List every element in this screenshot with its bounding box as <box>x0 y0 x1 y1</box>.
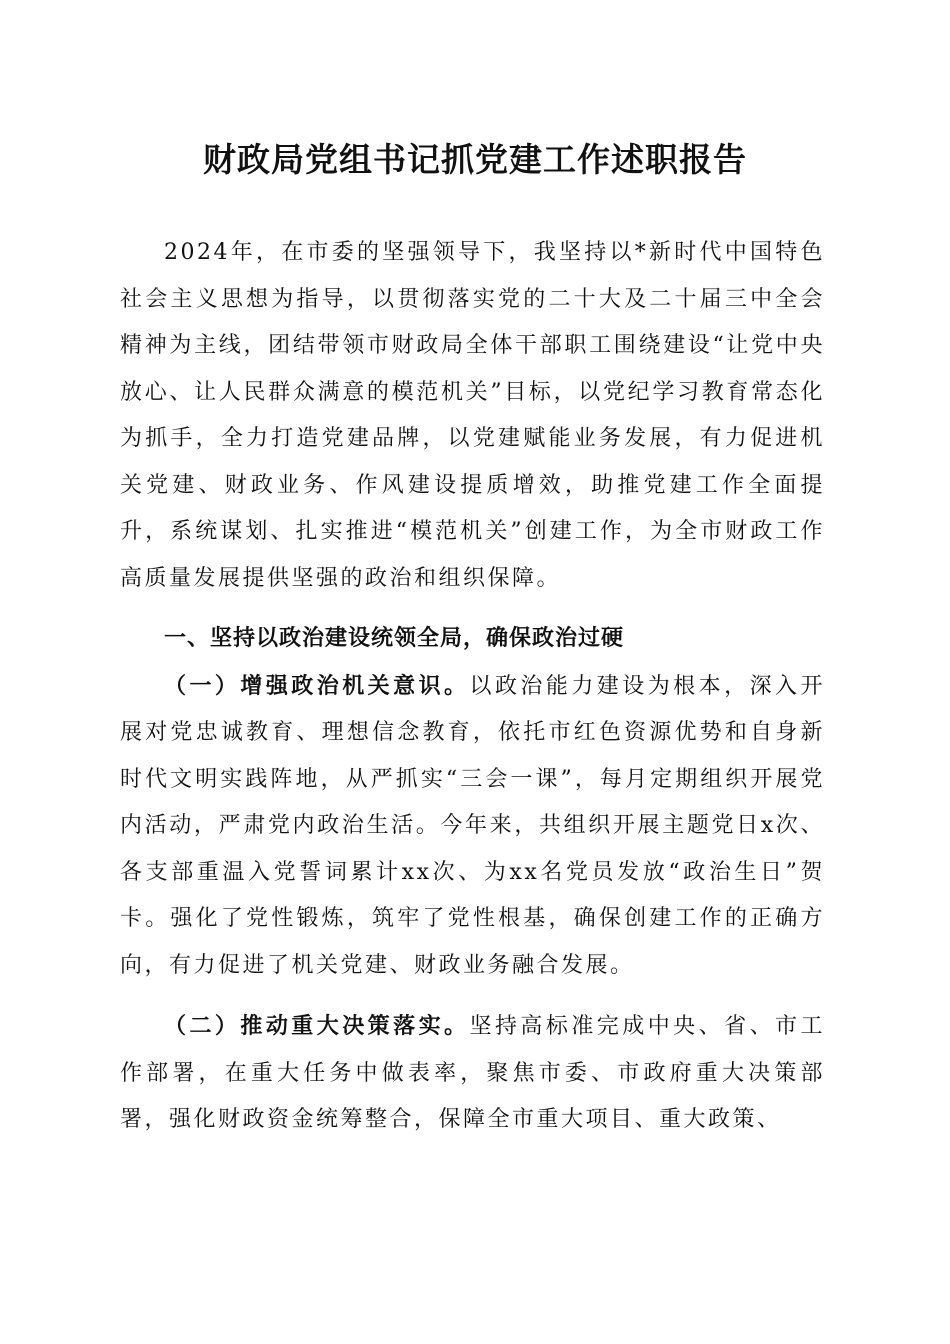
intro-paragraph: 2024年，在市委的坚强领导下，我坚持以*新时代中国特色社会主义思想为指导，以贯彻落实党的二十大及二十届三中全会精神为主线，团结带领市财政局全体干部职工围绕建设“让党中央放心、让人民群众满意的模范机关”目标，以党纪学习教育常态化为抓手，全力打造党建品牌，以党建赋能业务发展，有力促进机关党建、财政业务、作风建设提质增效，助推党建工作全面提升，系统谋划、扎实推进“模范机关”创建工作，为全市财政工作高质量发展提供坚强的政治和组织保障。 <box>120 240 825 591</box>
item-1-lead: （一）增强政治机关意识。 <box>164 672 470 699</box>
item-2-text: 坚持高标准完成中央、省、市工作部署，在重大任务中做表率，聚焦市委、市政府重大决策部署，强化财政资金统筹整合，保障全市重大项目、重大政策、 <box>120 1014 825 1132</box>
item-2-lead: （二）推动重大决策落实。 <box>164 1013 470 1039</box>
document-title: 财政局党组书记抓党建工作述职报告 <box>203 140 747 179</box>
section-item-2 <box>120 1003 825 1144</box>
document-body <box>120 230 825 1144</box>
section-heading: 一、坚持以政治建设统领全局，确保政治过硬 <box>164 626 625 651</box>
section-item-1 <box>120 663 825 990</box>
spacer <box>120 989 825 1003</box>
spacer <box>120 602 825 616</box>
item-1-text: 以政治能力建设为根本，深入开展对党忠诚教育、理想信念教育，依托市红色资源优势和自身新时代文明实践阵地，从严抓实“三会一课”，每月定期组织开展党内活动，严肃党内政治生活。今年来，共组织开展主题党日x次、各支部重温入党誓词累计xx次、为xx名党员发放“政治生日”贺卡。强化了党性锻炼，筑牢了党性根基，确保创建工作的正确方向，有力促进了机关党建、财政业务融合发展。 <box>120 673 825 978</box>
